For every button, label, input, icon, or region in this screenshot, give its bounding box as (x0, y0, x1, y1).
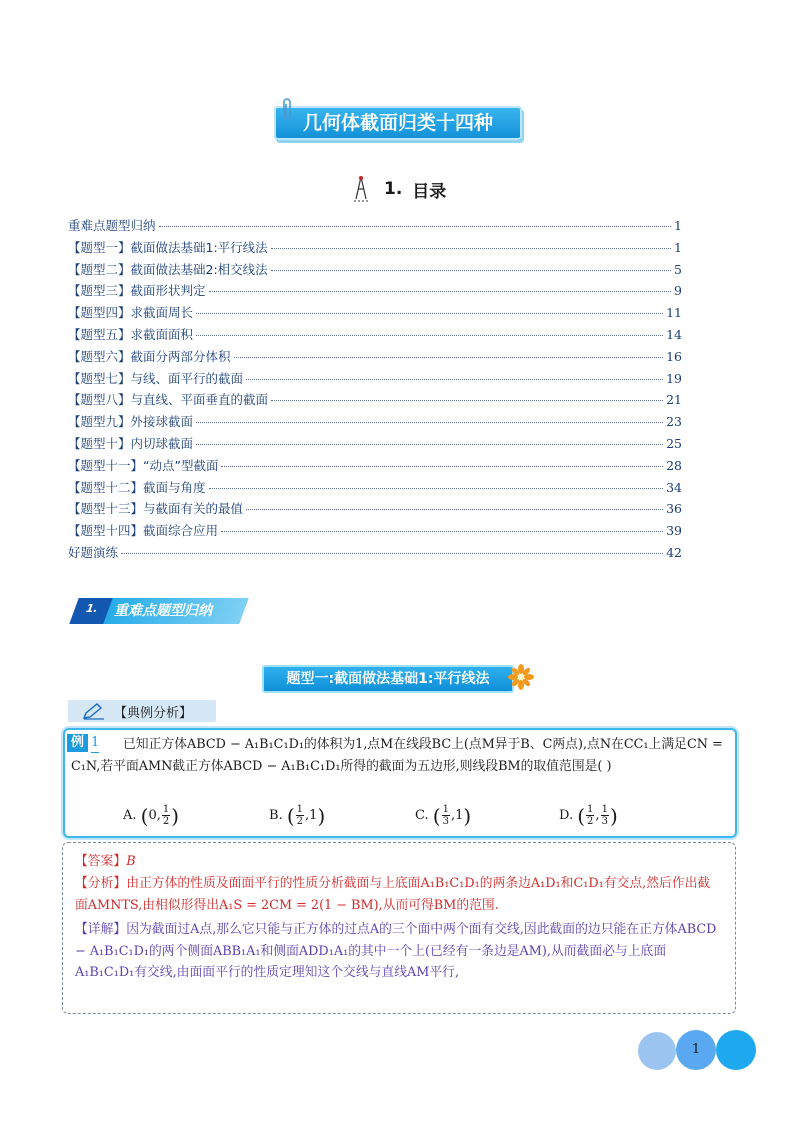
section-title: 重难点题型归纳 (114, 603, 212, 619)
toc-item[interactable]: 【题型九】外接球截面 23 (68, 414, 682, 430)
toc-item[interactable]: 重难点题型归纳 1 (68, 218, 682, 233)
example-number: 1 (91, 734, 99, 753)
section-number: 1. (69, 598, 112, 624)
document-title: 几何体截面归类十四种 (274, 106, 522, 140)
choice-c[interactable]: C. ( $\frac{1}{3}$ , 1 ) (415, 803, 472, 828)
question-type-banner: 题型一:截面做法基础1:平行线法 (262, 665, 514, 693)
toc-item[interactable]: 【题型七】与线、面平行的截面 19 (68, 370, 682, 386)
flower-icon (508, 664, 534, 690)
example-badge: 例 (67, 734, 88, 752)
table-of-contents (68, 216, 682, 565)
toc-item[interactable]: 【题型六】截面分两部分体积 16 (68, 348, 682, 364)
example-text: 已知正方体ABCD − A₁B₁C₁D₁的体积为1,点M在线段BC上(点M异于B、C两点),点N在CC₁上满足CN = C₁N,若平面AMN截正方体ABCD − A₁B₁C₁D₁所得的截面为五边形,则线段BM的取值范围是( ) (71, 737, 723, 774)
toc-item[interactable]: 好题演练 42 (68, 544, 682, 560)
answer-choices (123, 804, 723, 828)
toc-item[interactable]: 【题型十四】截面综合应用 39 (68, 523, 682, 539)
toc-heading (348, 174, 446, 204)
toc-item[interactable]: 【题型十二】截面与角度 34 (68, 479, 682, 495)
analysis-tab: 【典例分析】 (68, 700, 216, 722)
answer-line: 【答案】B (75, 854, 136, 869)
answer-box (62, 842, 736, 1014)
toc-item[interactable]: 【题型二】截面做法基础2:相交线法 5 (68, 261, 682, 277)
toc-title: 目录 (412, 181, 447, 202)
answer-analysis: 【分析】由正方体的性质及面面平行的性质分析截面与上底面A₁B₁C₁D₁的两条边A₁D₁和C₁D₁有交点,然后作出截面AMNTS,由相似形得出A₁S = 2CM = 2(1 − BM),从而可得BM的范围. (75, 876, 711, 913)
toc-item[interactable]: 【题型八】与直线、平面垂直的截面 21 (68, 392, 682, 408)
compass-icon (348, 175, 374, 203)
section-header (68, 598, 244, 624)
choice-a[interactable]: A. ( 0 , $\frac{1}{2}$ ) (123, 803, 180, 828)
toc-item[interactable]: 【题型一】截面做法基础1:平行线法 1 (68, 239, 682, 255)
pen-icon (82, 702, 106, 720)
toc-item[interactable]: 【题型三】截面形状判定 9 (68, 283, 682, 299)
toc-item[interactable]: 【题型十】内切球截面 25 (68, 435, 682, 451)
toc-item[interactable]: 【题型十三】与截面有关的最值 36 (68, 501, 682, 517)
toc-item[interactable]: 【题型四】求截面周长 11 (68, 305, 682, 321)
paperclip-icon (280, 96, 294, 122)
page-number: 1 (676, 1030, 716, 1070)
answer-detail: 【详解】因为截面过A点,那么它只能与正方体的过点A的三个面中两个面有交线,因此截面的边只能在正方体ABCD − A₁B₁C₁D₁的两个侧面ABB₁A₁和侧面ADD₁A₁的其中一个上(已经有一条边是AM),从而截面必与上底面A₁B₁C₁D₁有交线,由面面平行的性质定理知这个交线与直线AM平行, (75, 922, 717, 980)
choice-b[interactable]: B. ( $\frac{1}{2}$ , 1 ) (269, 803, 326, 828)
toc-item[interactable]: 【题型五】求截面面积 14 (68, 326, 682, 342)
toc-item[interactable]: 【题型十一】“动点”型截面 28 (68, 457, 682, 473)
page-indicator (638, 1030, 754, 1070)
example-box (63, 728, 737, 838)
toc-number: 1. (384, 179, 403, 199)
choice-d[interactable]: D. ( $\frac{1}{2}$ , $\frac{1}{3}$ ) (559, 803, 618, 828)
